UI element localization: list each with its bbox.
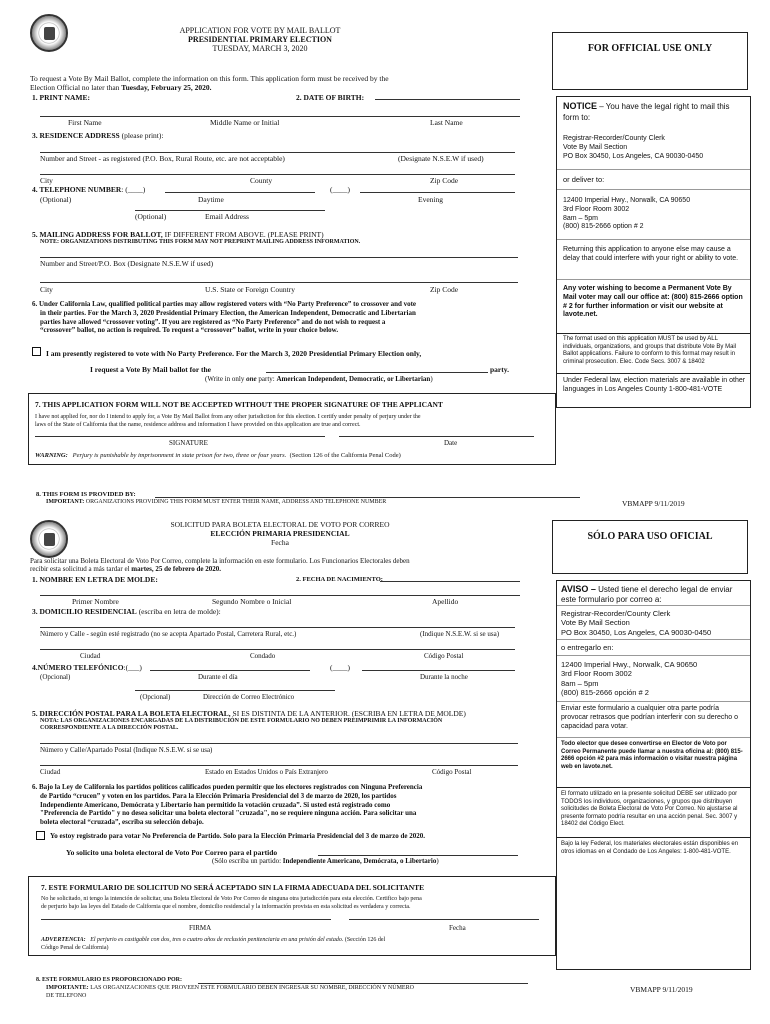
writein-d-es: Independiente Americano, Demócrata, o Libertario [282, 857, 437, 865]
field-8-text-es: LAS ORGANIZACIONES QUE PROVEEN ESTE FORMULARIO DEBEN INGRESAR SU NOMBRE, DIRECCIÓN Y NÚMERO [88, 985, 414, 991]
crossover-request-es: Yo solicito una boleta electoral de Voto Por Correo para el partido [66, 848, 278, 857]
field-5-org-note-en: NOTE: ORGANIZATIONS DISTRIBUTING THIS FORM MAY NOT PREPRINT MAILING ADDRESS INFORMATION. [40, 239, 361, 245]
email-input-es[interactable] [135, 690, 335, 691]
crossover-request-en [90, 365, 211, 374]
signature-label-es: FIRMA [189, 924, 212, 932]
crossover-check-label-en: I am presently registered to vote with No Party Preference. For the March 3, 2020 Presidential Primary Election only, [46, 349, 422, 358]
residence-city-input-es[interactable] [40, 649, 515, 650]
evening-label-es: Durante la noche [420, 673, 468, 681]
field-6-text-es [32, 783, 552, 827]
field-8-important-es: IMPORTANTE: [46, 985, 89, 991]
county-label-es: Condado [250, 652, 276, 660]
warning-code-es: (Sección 126 del [344, 937, 386, 943]
crossover-request-text-en: I request a Vote By Mail ballot for the [90, 365, 211, 374]
field-8-label-en: 8. THIS FORM IS PROVIDED BY: [36, 491, 136, 498]
field-6-line3-es: Independiente Americano, Demócrata y Libertario han permitido la votación cruzada”. Si usted está registrado como [40, 800, 391, 809]
addr-line1-en: 12400 Imperial Hwy., Norwalk, CA 90650 [563, 197, 691, 204]
residence-street-input-es[interactable] [40, 627, 515, 628]
notice-intro-es [561, 584, 748, 605]
field-5-org-note2-es: CORRESPONDIENTE A LA DIRECCIÓN POSTAL. [40, 724, 179, 731]
field-5-label-es [32, 709, 466, 718]
writein-a-es: (Sólo escriba un partido: [212, 857, 283, 865]
notice-box-es [556, 580, 751, 970]
provider-input-en[interactable] [155, 497, 580, 498]
notice-text-en: – You have the legal right to mail this form to: [563, 102, 730, 122]
field-6-line3-en: parties have allowed “crossover voting”. If you are registered as “No Party Preference” and do not wish to request a [40, 317, 386, 326]
notice-divider4-es [557, 701, 750, 702]
intro-line2-es [30, 565, 550, 573]
writein-note-en [205, 375, 433, 383]
permanent-voter-note-en: Any voter wishing to become a Permanent Vote By Mail voter may call our office at: (800) 815-2666 option # 2 for further information or visit our website at lavote.net. [563, 285, 743, 319]
addr-line2-es: 3rd Floor Room 3002 [561, 669, 632, 679]
mail-street-input-es[interactable] [40, 743, 518, 744]
notice-divider1-en [557, 169, 750, 170]
daytime-label-es: Durante el día [198, 673, 238, 681]
last-name-label-es: Apellido [432, 597, 459, 606]
name-input-es[interactable] [40, 595, 520, 596]
field-3-label-es [32, 607, 221, 616]
field-1-label-en: 1. PRINT NAME: [32, 93, 90, 102]
crossover-checkbox-en[interactable] [32, 347, 41, 356]
notice-divider3-en [557, 239, 750, 240]
notice-text-es: Usted tiene el derecho legal de enviar este formulario por correo a: [561, 585, 733, 605]
field-1-label-es: 1. NOMBRE EN LETRA DE MOLDE: [32, 575, 158, 584]
writein-d-en: American Independent, Democratic, or Libertarian [276, 375, 431, 383]
official-use-label-en: FOR OFFICIAL USE ONLY [587, 43, 713, 54]
office-line2-es: Vote By Mail Section [561, 618, 630, 628]
middle-name-label-en: Middle Name or Initial [210, 118, 280, 127]
mail-city-input-es[interactable] [40, 765, 518, 766]
email-label-es: Dirección de Correo Electrónico [203, 693, 295, 701]
first-name-label-en: First Name [68, 118, 102, 127]
election-date-en: TUESDAY, MARCH 3, 2020 [212, 44, 308, 53]
office-line1-es: Registrar-Recorder/County Clerk [561, 609, 671, 618]
optional2-label-en: (Optional) [135, 212, 167, 221]
middle-name-label-es: Segundo Nombre o Inicial [212, 597, 292, 606]
state-country-label-en: U.S. State or Foreign Country [205, 285, 295, 294]
optional2-label-es: (Opcional) [140, 693, 171, 701]
field-8-note-en [46, 499, 386, 505]
field-4-label-es [32, 663, 142, 672]
mail-street-label-en: Number and Street/P.O. Box (Designate N.S.E.W if used) [40, 259, 214, 268]
street-label-es: Número y Calle - según esté registrado (no se acepta Apartado Postal, Carretera Rural, etc.) [40, 630, 297, 638]
notice-divider5-es [557, 737, 750, 738]
zip2-label-en: Zip Code [430, 285, 459, 294]
official-use-label-es: SÓLO PARA USO OFICIAL [587, 531, 713, 542]
warning-title-es: ADVERTENCIA: [41, 937, 86, 943]
notice-divider5-en [557, 333, 750, 334]
addr-line4-es: (800) 815-2666 opción # 2 [561, 688, 649, 698]
delay-note-en: Returning this application to anyone else may cause a delay that could interfere with your right or ability to vote. [563, 246, 739, 262]
field-8-note-line1-es [46, 985, 526, 993]
delivery-address-en [563, 197, 746, 232]
field-6-line2-es: de Partido “crucen” y voten en los partidos. Para la Elección Primaria Presidencial del 3 de marzo de 2020, los partidos [40, 791, 397, 800]
signature-input-en[interactable] [35, 436, 325, 437]
writein-e-en: ) [430, 375, 433, 383]
field-6-text-en [32, 300, 552, 335]
evening-label-en: Evening [418, 195, 443, 204]
dob-input-en[interactable] [375, 99, 520, 100]
field-7-text-es [41, 896, 551, 911]
addr-line3-es: 8am – 5pm [561, 678, 599, 688]
field-5-note-es: SI ES DISTINTA DE LA ANTERIOR. (ESCRIBA EN LETRA DE MOLDE) [230, 709, 466, 718]
field-4-area-en: : (____) [121, 185, 146, 194]
city2-label-es: Ciudad [40, 768, 61, 776]
notice-divider3-es [557, 655, 750, 656]
notice-box-en [556, 96, 751, 408]
field-7-line1-es: No he solicitado, ni tengo la intención de solicitar, una Boleta Electoral de Voto Por Correo de ninguna otra jurisdicción para esta elección. Certifico bajo pena [41, 896, 422, 902]
field-7-line2-en: laws of the State of California that the name, residence address and information I have provided on this application are true and correct. [35, 421, 361, 428]
field-7-title-es: 7. ESTE FORMULARIO DE SOLICITUD NO SERÁ ACEPTADO SIN LA FIRMA ADECUADA DEL SOLICITANTE [41, 883, 425, 892]
form-header-es [150, 520, 410, 547]
state-country-label-es: Estado en Estados Unidos o País Extranjero [205, 768, 328, 776]
election-date-es: Fecha [271, 538, 289, 547]
addr-line1-es: 12400 Imperial Hwy., Norwalk, CA 90650 [561, 660, 698, 669]
field-6-line2-en: in their parties. For the March 3, 2020 Presidential Primary Election, the American Independent, Democratic and Libertarian [40, 308, 416, 317]
format-note-en: The format used on this application MUST be used by ALL individuals, organizations, and groups that distribute Vote By Mail Ballot applications. Failure to conform to this format may result in criminal prosecution. Elec. Code Secs. 3007 & 18402 [563, 336, 737, 365]
signature-label-en: SIGNATURE [169, 439, 208, 447]
notice-divider4-en [557, 279, 750, 280]
warning-en [35, 452, 401, 459]
field-7-line2-es: de perjurio bajo las leyes del Estado de California que el nombre, domicilio residencial y la información provista en esta solicitud es verdadera y correcta. [41, 903, 411, 910]
writein-a-en: (Write in only [205, 375, 247, 383]
signature-input-es[interactable] [41, 919, 331, 920]
addr-line2-en: 3rd Floor Room 3002 [563, 205, 630, 213]
evening-phone-input-es[interactable] [362, 670, 515, 671]
street-label-en: Number and Street - as registered (P.O. Box, Rural Route, etc. are not acceptable) [40, 154, 285, 163]
intro-line1-en: To request a Vote By Mail Ballot, complete the information on this form. This application form must be received by the [30, 74, 389, 83]
addr-line3-en: 8am – 5pm [563, 214, 599, 222]
warning-text-es: El perjurio es castigable con dos, tres o cuatro años de reclusión penitenciaria en una prisión del estado. [90, 937, 344, 943]
party-suffix-en: party. [490, 365, 509, 374]
field-7-line1-en: I have not applied for, nor do I intend to apply for, a Vote By Mail Ballot from any other jurisdiction for this election. I certify under penalty of perjury under the [35, 414, 421, 420]
notice-divider7-es [557, 837, 750, 838]
field-6-line1-en: 6. Under California Law, qualified political parties may allow registered voters with “No Party Preference” to crossover and vote [32, 300, 417, 308]
party-input-es[interactable] [318, 855, 518, 856]
intro-es [30, 557, 550, 573]
field-8-label-es: 8. ESTE FORMULARIO ES PROPORCIONADO POR: [36, 977, 183, 983]
daytime-phone-input-es[interactable] [150, 670, 310, 671]
email-label-en: Email Address [205, 212, 249, 221]
signature-box-en [28, 393, 556, 465]
office-address-en [563, 135, 746, 161]
intro-line2-en [30, 83, 550, 92]
field-6-line4-en: “crossover” ballot, no action is required. To request a “crossover” ballot, write in your choice below. [40, 326, 339, 335]
warning-es [41, 937, 551, 952]
nsew-label-en: (Designate N.S.E.W if used) [398, 154, 484, 163]
warning-code-en: (Section 126 of the California Penal Code) [289, 452, 401, 459]
residence-street-input-en[interactable] [40, 152, 515, 153]
county-label-en: County [250, 176, 273, 185]
mail-street-input-en[interactable] [40, 257, 518, 258]
mail-city-input-en[interactable] [40, 282, 518, 283]
city-label-es: Ciudad [80, 652, 101, 660]
languages-note-en: Under Federal law, election materials are available in other languages in Los Angeles County 1-800-481-VOTE [563, 377, 746, 393]
deadline-en: Tuesday, February 25, 2020. [121, 83, 212, 92]
election-title-es: ELECCIÓN PRIMARIA PRESIDENCIAL [210, 529, 350, 538]
field-3-title-en: 3. RESIDENCE ADDRESS [32, 131, 120, 140]
field-8-note-line2-es: DE TELEFONO [46, 992, 87, 999]
deliver-label-en: or deliver to: [563, 175, 605, 184]
field-5-title-en: 5. MAILING ADDRESS FOR BALLOT, [32, 230, 163, 239]
form-code-es: VBMAPP 9/11/2019 [630, 985, 693, 994]
field-5-label-en [32, 230, 324, 239]
crossover-checkbox-es[interactable] [36, 831, 45, 840]
field-6-line4-es: "Preferencia de Partido" y no desea solicitar una boleta electoral "cruzada", no se requiere ninguna acción. Para solicitar una [40, 809, 417, 818]
warning-text-en: Perjury is punishable by imprisonment in state prison for two, three or four years. [72, 452, 287, 459]
intro-text-es: recibir esta solicitud a más tardar el [30, 565, 132, 573]
notice-divider6-en [557, 373, 750, 374]
evening-phone-input-en[interactable] [360, 192, 515, 193]
zip2-label-es: Código Postal [432, 768, 472, 776]
official-use-box-es [552, 520, 748, 574]
field-4-area-es: :(___) [123, 663, 142, 672]
field-3-note-en: (please print): [119, 131, 164, 140]
optional-label-es: (Opcional) [40, 673, 71, 681]
evening-area-es: (____) [330, 663, 350, 672]
notice-divider2-en [557, 189, 750, 190]
delay-note-es: Enviar este formulario a cualquier otra parte podría provocar retrasos que podrían interferir con su derecho o capacidad para votar. [561, 705, 739, 730]
field-8-note-es [46, 985, 526, 1000]
form-title-en: APPLICATION FOR VOTE BY MAIL BALLOT [179, 26, 341, 35]
field-3-title-es: 3. DOMICILIO RESIDENCIAL [32, 607, 137, 616]
office-line3-es: PO Box 30450, Los Angeles, CA 90030-0450 [561, 627, 712, 637]
notice-divider1-es [557, 605, 750, 606]
field-5-note-en: IF DIFFERENT FROM ABOVE. (PLEASE PRINT) [162, 230, 324, 239]
field-8-important-en: IMPORTANT: [46, 499, 85, 505]
official-use-box-en [552, 32, 748, 90]
notice-intro-en [563, 101, 746, 123]
office-address-es [561, 609, 748, 637]
office-line2-en: Vote By Mail Section [563, 143, 628, 151]
election-title-en: PRESIDENTIAL PRIMARY ELECTION [188, 35, 332, 44]
email-input-en[interactable] [135, 210, 325, 211]
residence-city-input-en[interactable] [40, 174, 515, 175]
writein-e-es: ) [436, 857, 439, 865]
field-3-label-en [32, 131, 163, 140]
field-7-text-en [35, 414, 550, 429]
date-input-es[interactable] [349, 919, 539, 920]
permanent-voter-note-es: Todo elector que desee convertirse en Elector de Voto por Correo Permanente puede llamar a nuestra oficina al: (800) 815-2666 opción #2 para más información o visitar nuestra página web en lavote.net. [561, 741, 743, 770]
writein-b-en: one [246, 375, 257, 383]
field-4-title-en: 4. TELEPHONE NUMBER [32, 185, 122, 194]
field-8-text-en: ORGANIZATIONS PROVIDING THIS FORM MUST ENTER THEIR NAME, ADDRESS AND TELEPHONE NUMBER [84, 499, 387, 505]
notice-divider2-es [557, 639, 750, 640]
field-6-line1-es: 6. Bajo la Ley de California los partidos políticos calificados pueden permitir que los electores registrados con Ninguna Preferencia [32, 783, 423, 791]
deliver-label-es: o entregarlo en: [561, 643, 614, 652]
office-line3-en: PO Box 30450, Los Angeles, CA 90030-0450 [563, 152, 704, 160]
field-4-label-en [32, 185, 145, 194]
intro-line1-es: Para solicitar una Boleta Electoral de Voto Por Correo, complete la información en este formulario. Los Funcionarios Electorales deben [30, 557, 410, 565]
warning-line2-es: Código Penal de California) [41, 944, 109, 951]
addr-line4-en: (800) 815-2666 option # 2 [563, 223, 644, 231]
field-3-note-es: (escriba en letra de molde): [136, 607, 221, 616]
provider-input-es[interactable] [198, 983, 528, 984]
daytime-phone-input-en[interactable] [165, 192, 315, 193]
field-5-title-es: 5. DIRECCIÓN POSTAL PARA LA BOLETA ELECTORAL, [32, 709, 231, 718]
writein-note-es [212, 857, 439, 865]
delivery-address-es [561, 660, 748, 698]
signature-box-es [28, 876, 556, 956]
field-5-org-note1-es: NOTA: LAS ORGANIZACIONES ENCARGADAS DE LA DISTRIBUCIÓN DE ESTE FORMULARIO NO DEBEN PREIMPRIMIR LA INFORMACIÓN [40, 718, 443, 724]
field-2-label-es: 2. FECHA DE NACIMIENTO: [296, 576, 383, 583]
daytime-label-en: Daytime [198, 195, 224, 204]
field-6-line5-es: boleta electoral “cruzada”, escriba su selección debajo. [40, 818, 204, 826]
date-label-es: Fecha [449, 924, 466, 932]
office-line1-en: Registrar-Recorder/County Clerk [563, 135, 665, 142]
notice-title-es: AVISO – [561, 584, 596, 594]
warning-line1-es [41, 937, 551, 945]
intro-text-en: Election Official no later than [30, 83, 122, 92]
languages-note-es: Bajo la ley Federal, los materiales electorales están disponibles en otros idiomas en el Condado de Los Angeles: 1-800-481-VOTE. [561, 841, 739, 855]
warning-title-en: WARNING: [35, 452, 68, 459]
crossover-check-label-es: Yo estoy registrado para votar No Preferencia de Partido. Solo para la Elección Primaria Presidencial del 3 de marzo de 2020. [50, 832, 425, 840]
city-label-en: City [40, 176, 53, 185]
county-seal-en [30, 14, 68, 52]
county-seal-es [30, 520, 68, 558]
first-name-label-es: Primer Nombre [72, 597, 119, 606]
last-name-label-en: Last Name [430, 118, 463, 127]
zip-label-en: Zip Code [430, 176, 459, 185]
name-input-en[interactable] [40, 116, 520, 117]
field-2-label-en: 2. DATE OF BIRTH: [296, 93, 365, 102]
field-5-org-note-es [40, 718, 540, 732]
form-title-es: SOLICITUD PARA BOLETA ELECTORAL DE VOTO POR CORREO [170, 520, 390, 529]
format-note-es: El formato utilizado en la presente solicitud DEBE ser utilizado por TODOS los individuos, organizaciones, y grupos que distribuyen solicitudes de Boleta Electoral de Voto Por Correo. No ajustarse al presente formato podría resultar en una acción penal. Sec. 3007 y 18402 del Código Elect. [561, 791, 738, 827]
nsew-label-es: (Indique N.S.E.W. si se usa) [420, 630, 500, 638]
form-code-en: VBMAPP 9/11/2019 [622, 499, 685, 508]
city2-label-en: City [40, 285, 53, 294]
intro-en [30, 74, 550, 92]
date-label-en: Date [444, 439, 458, 447]
optional-label-en: (Optional) [40, 195, 72, 204]
date-input-en[interactable] [339, 436, 534, 437]
form-header-en [150, 26, 370, 53]
dob-input-es[interactable] [380, 581, 520, 582]
zip-label-es: Código Postal [424, 652, 464, 660]
evening-area-en: (____) [330, 185, 350, 194]
notice-divider6-es [557, 787, 750, 788]
mail-street-label-es: Número y Calle/Apartado Postal (Indique N.S.E.W. si se usa) [40, 746, 213, 754]
writein-c-en: party: [256, 375, 277, 383]
notice-title-en: NOTICE [563, 101, 598, 111]
party-input-en[interactable] [266, 372, 488, 373]
field-4-title-es: 4.NÚMERO TELEFÓNICO [32, 663, 124, 672]
field-7-title-en: 7. THIS APPLICATION FORM WILL NOT BE ACCEPTED WITHOUT THE PROPER SIGNATURE OF THE APPLICANT [35, 400, 443, 409]
deadline-es: martes, 25 de febrero de 2020. [131, 565, 222, 573]
